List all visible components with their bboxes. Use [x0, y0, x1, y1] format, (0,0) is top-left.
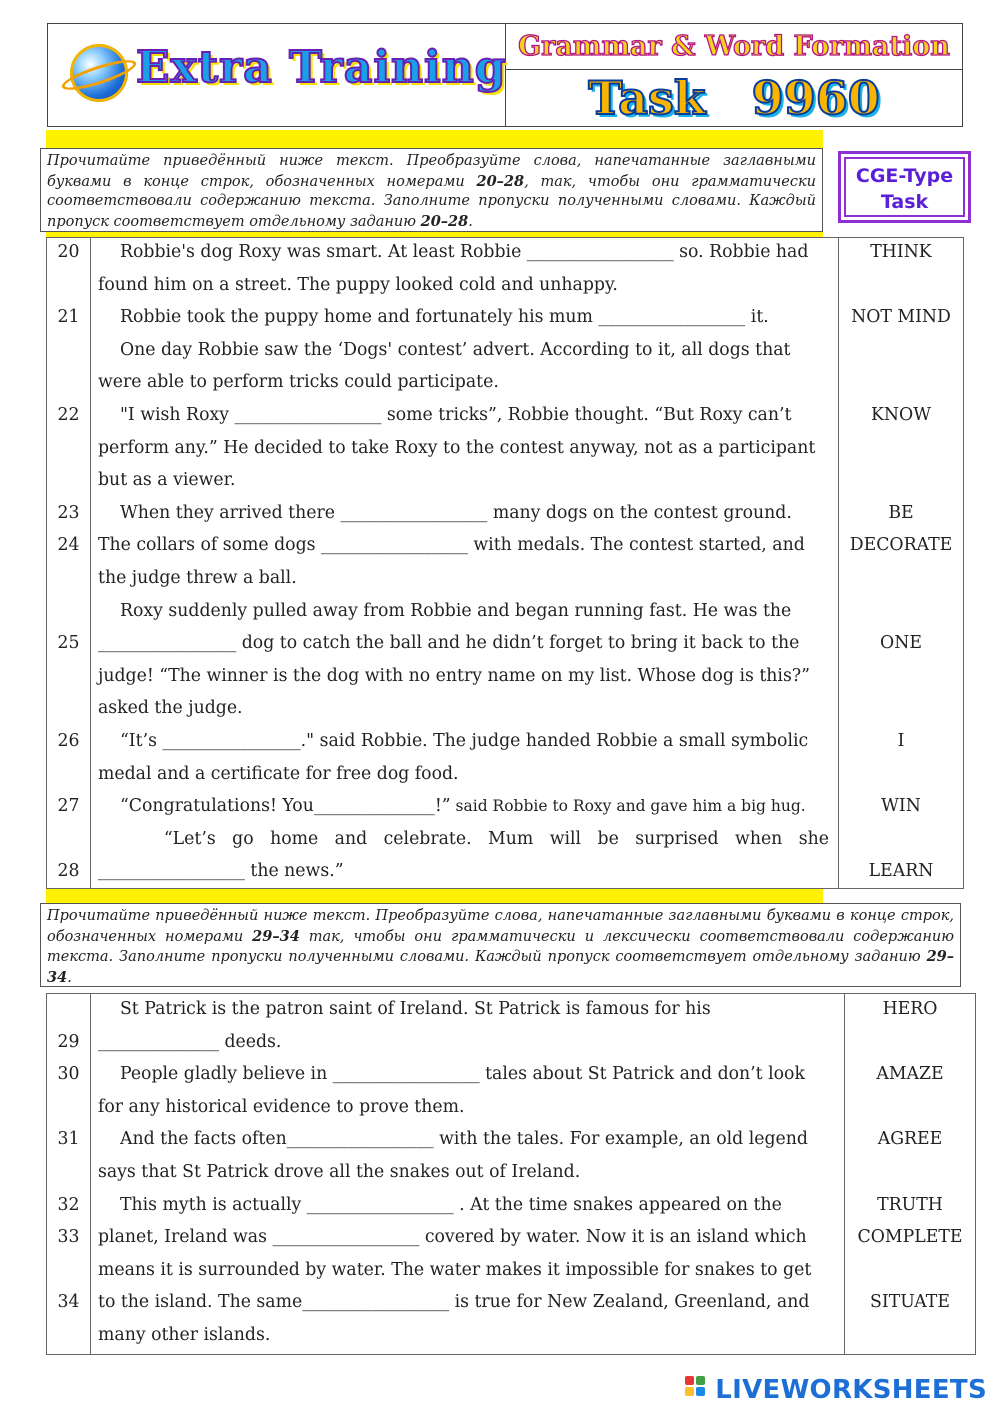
table-row — [47, 627, 963, 660]
table-row — [47, 366, 963, 399]
passage-line: Robbie took the puppy home and fortunately his mum _________________ it. — [98, 307, 769, 328]
instructions-2: Прочитайте приведённый ниже текст. Преобразуйте слова, напечатанные заглавными буквами в конце строк, обозначенных номерами 29–34 так, чтобы они грамматически и лексически соответствовали содержанию текста. Заполните пропуски полученными словами. Каждый пропуск соответствует отдельному заданию 29–34. — [40, 903, 961, 987]
table-row — [47, 1254, 975, 1287]
passage-line: planet, Ireland was _________________ covered by water. Now it is an island which — [98, 1227, 807, 1248]
table-row — [47, 399, 963, 432]
exercise-table-2 — [46, 993, 976, 1355]
item-number: 24 — [57, 535, 80, 556]
passage-line: "I wish Roxy _________________ some tricks”, Robbie thought. “But Roxy can’t — [98, 405, 792, 425]
passage-line: “It’s ________________." said Robbie. The judge handed Robbie a small symbolic — [98, 731, 809, 751]
passage-line: many other islands. — [98, 1325, 271, 1345]
table-row — [47, 1189, 975, 1222]
table-row — [47, 497, 963, 530]
key-word: I — [897, 731, 905, 751]
passage-line: And the facts often_________________ with the tales. For example, an old legend — [98, 1129, 808, 1150]
table-row — [47, 660, 963, 693]
item-number: 33 — [57, 1227, 80, 1248]
table-row — [47, 790, 963, 823]
table-row — [47, 855, 963, 888]
passage-line: St Patrick is the patron saint of Ireland. St Patrick is famous for his — [98, 999, 711, 1019]
liveworksheets-text: LIVEWORKSHEETS — [715, 1375, 987, 1405]
passage-line: but as a viewer. — [98, 470, 236, 491]
passage-line: medal and a certificate for free dog food. — [98, 763, 459, 784]
passage-line: means it is surrounded by water. The water makes it impossible for snakes to get — [98, 1259, 812, 1280]
item-number: 27 — [57, 796, 80, 817]
table-row — [47, 529, 963, 562]
passage-line: the judge threw a ball. — [98, 568, 297, 588]
table-row — [47, 823, 963, 856]
passage-line: When they arrived there _________________ many dogs on the contest ground. — [98, 502, 792, 523]
key-word: AMAZE — [876, 1064, 944, 1085]
key-word: DECORATE — [849, 535, 953, 556]
item-number: 30 — [57, 1064, 80, 1085]
liveworksheets-logo — [685, 1374, 987, 1406]
key-word: ONE — [880, 633, 922, 654]
table-row — [47, 269, 963, 302]
key-word: BE — [888, 502, 914, 523]
item-number: 20 — [57, 242, 80, 262]
table-row — [47, 334, 963, 367]
globe-icon — [70, 44, 128, 102]
highlight-bar — [46, 889, 823, 903]
passage-line: ______________ deeds. — [98, 1031, 282, 1052]
item-number: 28 — [57, 861, 80, 882]
table-row — [47, 1286, 975, 1319]
table-row — [47, 1156, 975, 1189]
passage-line: for any historical evidence to prove them. — [98, 1096, 465, 1117]
table-row — [47, 1221, 975, 1254]
passage-line: to the island. The same_________________ is true for New Zealand, Greenland, and — [98, 1292, 810, 1313]
table-row — [47, 236, 963, 269]
worksheet-header — [47, 23, 963, 127]
item-number: 31 — [57, 1129, 80, 1150]
key-word: TRUTH — [877, 1194, 943, 1215]
passage-line: judge! “The winner is the dog with no entry name on my list. Whose dog is this?” — [98, 665, 810, 686]
worksheet-subject: Grammar & Word Formation — [506, 24, 962, 70]
table-row — [47, 595, 963, 628]
passage-line: says that St Patrick drove all the snakes out of Ireland. — [98, 1162, 581, 1182]
task-panel — [506, 24, 962, 126]
brand-panel — [48, 24, 506, 126]
table-row — [47, 758, 963, 791]
passage-line: asked the judge. — [98, 698, 243, 719]
table-row — [47, 993, 975, 1026]
passage-line: Roxy suddenly pulled away from Robbie and began running fast. He was the — [98, 600, 792, 621]
highlight-bar — [46, 130, 823, 148]
cge-type-badge: CGE-Type Task — [838, 151, 971, 223]
key-word: LEARN — [868, 861, 934, 882]
item-number: 34 — [57, 1292, 80, 1313]
passage-line: Robbie's dog Roxy was smart. At least Robbie _________________ so. Robbie had — [98, 242, 809, 262]
passage-line: ________________ dog to catch the ball and he didn’t forget to bring it back to the — [98, 633, 800, 654]
passage-line: “Congratulations! You______________!” said Robbie to Roxy and gave him a big hug. — [98, 796, 806, 817]
task-number: Task 9960 — [588, 71, 880, 125]
liveworksheets-icon — [685, 1376, 711, 1404]
passage-line: were able to perform tricks could participate. — [98, 372, 499, 393]
passage-line: One day Robbie saw the ‘Dogs' contest’ advert. According to it, all dogs that — [98, 339, 791, 360]
passage-line: found him on a street. The puppy looked cold and unhappy. — [98, 274, 618, 295]
item-number: 25 — [57, 633, 80, 654]
key-word: THINK — [870, 242, 932, 262]
instructions-1: Прочитайте приведённый ниже текст. Преобразуйте слова, напечатанные заглавными буквами в конце строк, обозначенных номерами 20–28, так, чтобы они грамматически соответствовали содержанию текста. Заполните пропуски полученными словами. Каждый пропуск соответствует отдельному заданию 20–28. — [40, 148, 823, 232]
table-row — [47, 1026, 975, 1059]
key-word: WIN — [881, 796, 921, 817]
item-number: 32 — [57, 1194, 80, 1215]
table-row — [47, 1091, 975, 1124]
item-number: 23 — [57, 502, 80, 523]
item-number: 22 — [57, 405, 80, 425]
table-row — [47, 432, 963, 465]
table-row — [47, 464, 963, 497]
table-row — [47, 725, 963, 758]
item-number: 21 — [57, 307, 80, 328]
passage-line: “Let’s go home and celebrate. Mum will be surprised when she — [98, 828, 829, 849]
key-word: NOT MIND — [851, 307, 951, 328]
passage-line: People gladly believe in _________________ tales about St Patrick and don’t look — [98, 1064, 805, 1085]
passage-line: The collars of some dogs _________________ with medals. The contest started, and — [98, 535, 805, 556]
key-word: HERO — [882, 999, 938, 1019]
key-word: AGREE — [877, 1129, 943, 1150]
table-row — [47, 562, 963, 595]
key-word: KNOW — [871, 405, 931, 425]
exercise-table-1 — [46, 237, 964, 889]
key-word: SITUATE — [870, 1292, 950, 1313]
table-row — [47, 1319, 975, 1352]
passage-line: perform any.” He decided to take Roxy to the contest anyway, not as a participant — [98, 437, 816, 458]
table-row — [47, 692, 963, 725]
table-row — [47, 301, 963, 334]
item-number: 26 — [57, 731, 80, 751]
table-row — [47, 1123, 975, 1156]
brand-title: Extra Training — [136, 42, 507, 93]
key-word: COMPLETE — [857, 1227, 963, 1248]
item-number: 29 — [57, 1031, 80, 1052]
table-row — [47, 1058, 975, 1091]
passage-line: _________________ the news.” — [98, 861, 344, 882]
passage-line: This myth is actually _________________ . At the time snakes appeared on the — [98, 1194, 782, 1215]
